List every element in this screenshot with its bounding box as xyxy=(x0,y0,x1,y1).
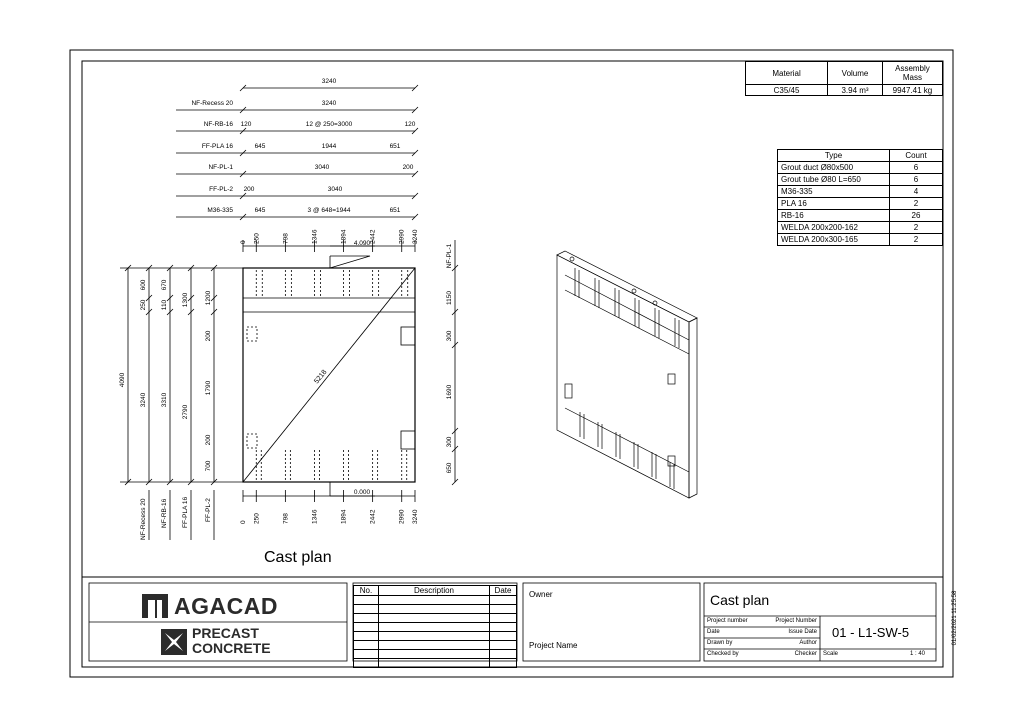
type-name: Grout tube Ø80 L=650 xyxy=(778,174,890,186)
revision-table xyxy=(353,585,517,668)
x-tick-label: 798 xyxy=(282,233,290,244)
rev-date xyxy=(490,623,517,632)
left-col1-value: 4090 xyxy=(119,372,126,388)
field-value: Checker xyxy=(794,651,817,657)
rev-no xyxy=(354,596,379,605)
type-count: 6 xyxy=(890,162,943,174)
row-label-pla: FF-PLA 16 xyxy=(201,143,233,150)
rev-desc xyxy=(379,641,490,650)
left-col2-v0: 600 xyxy=(140,279,147,291)
rev-no xyxy=(354,623,379,632)
row-label-rb: NF-RB-16 xyxy=(203,121,233,128)
x-tick-label: 0 xyxy=(240,520,247,524)
x-tick-label: 1894 xyxy=(340,509,348,524)
field-value: Project Number xyxy=(775,618,817,624)
left-label-recess: NF-Recess 20 xyxy=(140,498,147,540)
row-label-pl2: FF-PL-2 xyxy=(209,186,233,193)
x-tick-label: 2990 xyxy=(398,229,406,244)
revision-row xyxy=(354,614,517,623)
rev-date xyxy=(490,614,517,623)
count-header: Count xyxy=(890,150,943,162)
rev-desc xyxy=(379,614,490,623)
type-count: 2 xyxy=(890,198,943,210)
revision-row xyxy=(354,641,517,650)
dim-rb-mid: 12 @ 250=3000 xyxy=(305,121,353,128)
field-label: Checked by xyxy=(707,651,739,657)
field-label: Project number xyxy=(707,618,748,624)
left-col5-v3: 200 xyxy=(205,434,212,446)
type-name: M36-335 xyxy=(778,186,890,198)
rev-desc xyxy=(379,623,490,632)
dim-top-overall: 3240 xyxy=(321,78,337,85)
x-tick-label: 250 xyxy=(253,513,261,524)
dim-recess-value: 3240 xyxy=(321,100,337,107)
revision-row xyxy=(354,623,517,632)
rev-no-header: No. xyxy=(354,586,379,596)
rev-no xyxy=(354,659,379,668)
dim-rb-left: 120 xyxy=(240,121,252,128)
row-label-m36: M36-335 xyxy=(207,207,233,214)
left-col3-v0: 670 xyxy=(161,279,168,291)
dim-rb-right: 120 xyxy=(404,121,416,128)
rev-date xyxy=(490,659,517,668)
right-v2: 1690 xyxy=(446,384,453,400)
field-label: Date xyxy=(707,629,720,635)
rev-date-header: Date xyxy=(490,586,517,596)
x-tick-label: 3240 xyxy=(412,229,419,244)
scale-value: 1 : 40 xyxy=(910,651,926,657)
rev-desc xyxy=(379,659,490,668)
left-col5-v1: 200 xyxy=(205,330,212,342)
type-count: 4 xyxy=(890,186,943,198)
rev-date xyxy=(490,641,517,650)
left-col3-v2: 3310 xyxy=(161,392,168,408)
product-line-1: PRECAST xyxy=(192,625,259,641)
diagonal-dimension: 5218 xyxy=(313,368,329,386)
left-col5-v2: 1790 xyxy=(205,380,212,396)
x-tick-label: 1346 xyxy=(311,509,319,524)
revision-row xyxy=(354,632,517,641)
dim-pla-mid: 1944 xyxy=(321,143,337,150)
left-col5-v4: 700 xyxy=(205,460,212,472)
scale-label: Scale xyxy=(823,651,839,657)
type-name: WELDA 200x300-165 xyxy=(778,234,890,246)
x-tick-label: 798 xyxy=(282,513,290,524)
dim-pl1-right: 200 xyxy=(402,164,414,171)
precast-mark-icon xyxy=(160,628,188,656)
agacad-logo xyxy=(141,593,321,619)
x-tick-label: 2990 xyxy=(398,509,406,524)
rev-no xyxy=(354,650,379,659)
mass-value: 9947.41 kg xyxy=(882,85,942,96)
left-label-pla: FF-PLA 16 xyxy=(182,496,189,528)
x-tick-label: 3240 xyxy=(412,509,419,524)
rev-desc xyxy=(379,650,490,659)
precast-logo xyxy=(160,626,320,658)
rev-no xyxy=(354,641,379,650)
rev-date xyxy=(490,632,517,641)
field-label: Drawn by xyxy=(707,640,733,646)
left-label-pl2: FF-PL-2 xyxy=(205,498,212,522)
material-value: C35/45 xyxy=(746,85,828,96)
field-value: Author xyxy=(799,640,817,646)
volume-header: Volume xyxy=(828,62,883,85)
rev-desc xyxy=(379,596,490,605)
right-v1: 300 xyxy=(446,330,453,342)
dim-pla-right: 651 xyxy=(389,143,401,150)
left-col4-v1: 2790 xyxy=(182,404,189,420)
revision-row xyxy=(354,596,517,605)
right-v3: 300 xyxy=(446,436,453,448)
rev-desc-header: Description xyxy=(379,586,490,596)
dim-m36-left: 645 xyxy=(254,207,266,214)
rev-desc xyxy=(379,605,490,614)
left-col2-v1: 250 xyxy=(140,299,147,311)
x-tick-label: 2442 xyxy=(369,229,377,244)
agacad-mark-icon xyxy=(141,593,171,619)
type-name: Grout duct Ø80x500 xyxy=(778,162,890,174)
left-col5-v0: 1200 xyxy=(205,290,212,306)
dim-m36-right: 651 xyxy=(389,207,401,214)
x-tick-label: 2442 xyxy=(369,509,377,524)
type-count: 26 xyxy=(890,210,943,222)
type-name: PLA 16 xyxy=(778,198,890,210)
type-count: 6 xyxy=(890,174,943,186)
left-col2-v2: 3240 xyxy=(140,392,147,408)
dim-m36-mid: 3 @ 648=1944 xyxy=(307,207,351,214)
revision-row xyxy=(354,659,517,668)
dim-pla-left: 645 xyxy=(254,143,266,150)
elevation-top: 4.090 xyxy=(353,240,371,247)
right-v0: 1150 xyxy=(446,291,453,305)
x-tick-label: 250 xyxy=(253,233,261,244)
dim-pl1-mid: 3040 xyxy=(314,164,330,171)
rev-date xyxy=(490,650,517,659)
type-count: 2 xyxy=(890,222,943,234)
x-tick-label: 1894 xyxy=(340,229,348,244)
elevation-bottom: 0.000 xyxy=(353,489,371,496)
type-name: RB-16 xyxy=(778,210,890,222)
rev-no xyxy=(354,632,379,641)
type-header: Type xyxy=(778,150,890,162)
sheet-title: Cast plan xyxy=(710,592,770,608)
dim-pl2-mid: 3040 xyxy=(327,186,343,193)
company-name: AGACAD xyxy=(174,593,278,619)
rev-desc xyxy=(379,632,490,641)
product-line-2: CONCRETE xyxy=(192,640,271,656)
type-count: 2 xyxy=(890,234,943,246)
right-v4: 650 xyxy=(446,462,453,474)
volume-value: 3.94 m³ xyxy=(828,85,883,96)
sheet-number: 01 - L1-SW-5 xyxy=(832,625,910,640)
rev-date xyxy=(490,605,517,614)
type-name: WELDA 200x200-162 xyxy=(778,222,890,234)
view-title: Cast plan xyxy=(264,549,332,566)
project-name: Project Name xyxy=(529,641,578,650)
rev-no xyxy=(354,614,379,623)
left-label-rb: NF-RB-16 xyxy=(161,498,168,528)
owner-label: Owner xyxy=(529,590,553,599)
field-value: Issue Date xyxy=(788,629,817,635)
rev-no xyxy=(354,605,379,614)
print-date: 01/02/2021 11:25:58 xyxy=(952,590,958,646)
rev-date xyxy=(490,596,517,605)
left-col3-v1: 110 xyxy=(161,299,168,311)
row-label-recess: NF-Recess 20 xyxy=(191,100,233,107)
revision-row xyxy=(354,650,517,659)
material-header: Material xyxy=(746,62,828,85)
revision-row xyxy=(354,605,517,614)
x-tick-label: 0 xyxy=(240,240,247,244)
dim-pl2-left: 200 xyxy=(243,186,255,193)
left-col4-v0: 1300 xyxy=(182,292,189,308)
mass-header: Assembly Mass xyxy=(882,62,942,85)
row-label-pl1: NF-PL-1 xyxy=(208,164,233,171)
x-tick-label: 1346 xyxy=(311,229,319,244)
right-label-pl1: NF-PL-1 xyxy=(446,243,453,269)
